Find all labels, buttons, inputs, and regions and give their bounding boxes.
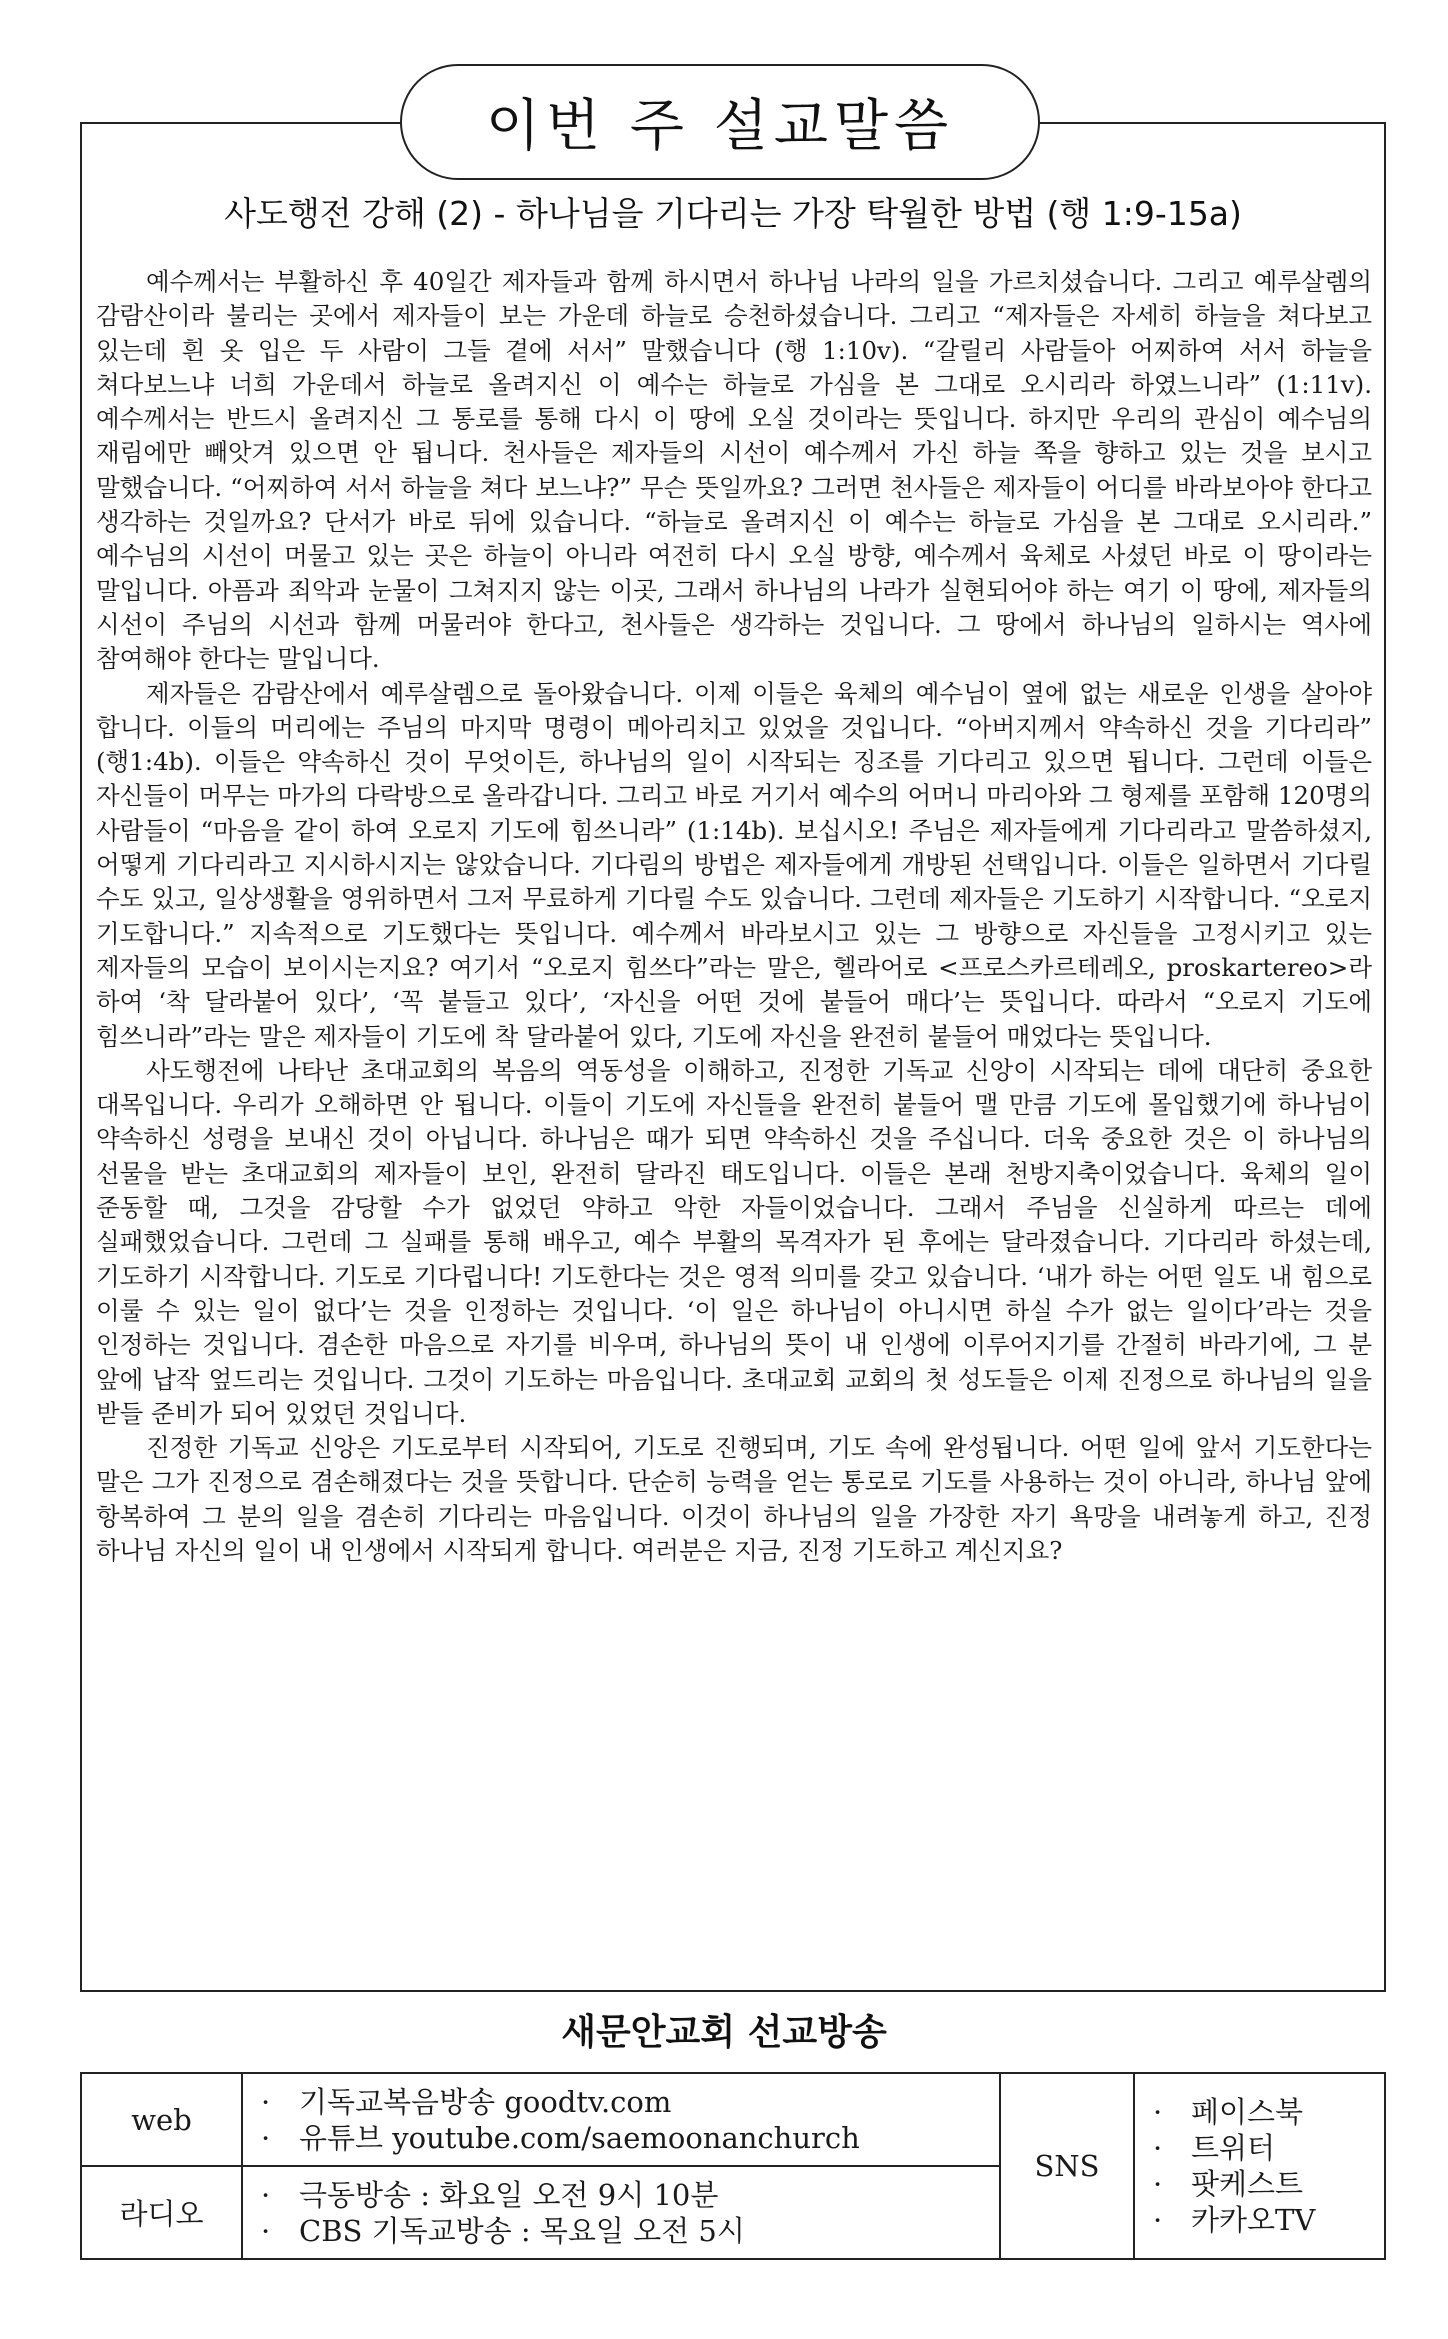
- sns-item-twitter: 트위터: [1191, 2131, 1276, 2165]
- web-label: web: [81, 2073, 242, 2166]
- sns-items: [1134, 2073, 1385, 2259]
- broadcast-table: [80, 2072, 1386, 2260]
- paragraph: 진정한 기독교 신앙은 기도로부터 시작되어, 기도로 진행되며, 기도 속에 완성됩니다. 어떤 일에 앞서 기도한다는 말은 그가 진정으로 겸손해졌다는 것을 뜻합니다. 단순히 능력을 얻는 통로로 기도를 사용하는 것이 아니라, 하나님 앞에 항복하여 그 분의 일을 겸손히 기다리는 마음입니다. 이것이 하나님의 일을 가장한 자기 욕망을 내려놓게 하고, 진정 하나님 자신의 일이 내 인생에서 시작되게 합니다. 여러분은 지금, 진정 기도하고 계신지요?: [96, 1433, 1372, 1565]
- header-title-tab: [400, 64, 1040, 180]
- web-item-youtube: 유튜브 youtube.com/saemoonanchurch: [299, 2120, 860, 2155]
- list-item: [1153, 2094, 1366, 2130]
- bullet: ·: [261, 2120, 271, 2155]
- bullet: ·: [1153, 2131, 1163, 2165]
- bullet: ·: [261, 2084, 271, 2119]
- radio-label: 라디오: [81, 2166, 242, 2259]
- radio-item-cbs: CBS 기독교방송 : 목요일 오전 5시: [299, 2213, 745, 2248]
- radio-items: [242, 2166, 1000, 2259]
- paragraph: 예수께서는 부활하신 후 40일간 제자들과 함께 하시면서 하나님 나라의 일을 가르치셨습니다. 그리고 예루살렘의 감람산이라 불리는 곳에서 제자들이 보는 가운데 하늘로 승천하셨습니다. 그리고 “제자들은 자세히 하늘을 쳐다보고 있는데 흰 옷 입은 두 사람이 그들 곁에 서서” 말했습니다 (행 1:10v). “갈릴리 사람들아 어찌하여 서서 하늘을 쳐다보느냐 너희 가운데서 하늘로 올려지신 이 예수는 하늘로 가심을 본 그대로 오시리라 하였느니라” (1:11v). 예수께서는 반드시 올려지신 그 통로를 통해 다시 이 땅에 오실 것이라는 뜻입니다. 하지만 우리의 관심이 예수님의 재림에만 빼앗겨 있으면 안 됩니다. 천사들은 제자들의 시선이 예수께서 가신 하늘 쪽을 향하고 있는 것을 보시고 말했습니다. “어찌하여 서서 하늘을 쳐다 보느냐?” 무슨 뜻일까요? 그러면 천사들은 제자들이 어디를 바라보아야 한다고 생각하는 것일까요? 단서가 바로 뒤에 있습니다. “하늘로 올려지신 이 예수는 하늘로 가심을 본 그대로 오시리라.” 예수님의 시선이 머물고 있는 곳은 하늘이 아니라 여전히 다시 오실 방향, 예수께서 육체로 사셨던 바로 이 땅이라는 말입니다. 아픔과 죄악과 눈물이 그쳐지지 않는 이곳, 그래서 하나님의 나라가 실현되어야 하는 여기 이 땅에, 제자들의 시선이 주님의 시선과 함께 머물러야 한다고, 천사들은 생각하는 것입니다. 그 땅에서 하나님의 일하시는 역사에 참여해야 한다는 말입니다.: [96, 267, 1372, 674]
- sns-item-facebook: 페이스북: [1191, 2095, 1304, 2129]
- list-item: [261, 2120, 981, 2156]
- radio-item-febc: 극동방송 : 화요일 오전 9시 10분: [299, 2177, 719, 2212]
- bullet: ·: [261, 2213, 271, 2248]
- bullet: ·: [1153, 2167, 1163, 2201]
- sns-item-kakaotv: 카카오TV: [1191, 2203, 1316, 2237]
- paragraph: 사도행전에 나타난 초대교회의 복음의 역동성을 이해하고, 진정한 기독교 신앙이 시작되는 데에 대단히 중요한 대목입니다. 우리가 오해하면 안 됩니다. 이들이 기도에 자신들을 완전히 붙들어 맬 만큼 기도에 몰입했기에 하나님이 약속하신 성령을 보내신 것이 아닙니다. 하나님은 때가 되면 약속하신 것을 주십니다. 더욱 중요한 것은 이 하나님의 선물을 받는 초대교회의 제자들이 보인, 완전히 달라진 태도입니다. 이들은 본래 천방지축이었습니다. 육체의 일이 준동할 때, 그것을 감당할 수가 없었던 약하고 악한 자들이었습니다. 그래서 주님을 신실하게 따르는 데에 실패했었습니다. 그런데 그 실패를 통해 배우고, 예수 부활의 목격자가 된 후에는 달라졌습니다. 기다리라 하셨는데, 기도하기 시작합니다. 기도로 기다립니다! 기도한다는 것은 영적 의미를 갖고 있습니다. ‘내가 하는 어떤 일도 내 힘으로 이룰 수 있는 일이 없다’는 것을 인정하는 것입니다. ‘이 일은 하나님이 아니시면 하실 수가 없는 일이다’라는 것을 인정하는 것입니다. 겸손한 마음으로 자기를 비우며, 하나님의 뜻이 내 인생에 이루어지기를 간절히 바라기에, 그 분 앞에 납작 엎드리는 것입니다. 그것이 기도하는 마음입니다. 초대교회 교회의 첫 성도들은 이제 진정으로 하나님의 일을 받들 준비가 되어 있었던 것입니다.: [96, 1055, 1372, 1428]
- page-title: 이번 주 설교말씀: [485, 94, 955, 159]
- bullet: ·: [1153, 2095, 1163, 2129]
- web-items: [242, 2073, 1000, 2166]
- bullet: ·: [1153, 2203, 1163, 2237]
- paragraph: 제자들은 감람산에서 예루살렘으로 돌아왔습니다. 이제 이들은 육체의 예수님이 옆에 없는 새로운 인생을 살아야 합니다. 이들의 머리에는 주님의 마지막 명령이 메아리치고 있었을 것입니다. “아버지께서 약속하신 것을 기다리라” (행1:4b). 이들은 약속하신 것이 무엇이든, 하나님의 일이 시작되는 징조를 기다리고 있으면 됩니다. 그런데 이들은 자신들이 머무는 마가의 다락방으로 올라갑니다. 그리고 바로 거기서 예수의 어머니 마리아와 그 형제를 포함해 120명의 사람들이 “마음을 같이 하여 오로지 기도에 힘쓰니라” (1:14b). 보십시오! 주님은 제자들에게 기다리라고 말씀하셨지, 어떻게 기다리라고 지시하시지는 않았습니다. 기다림의 방법은 제자들에게 개방된 선택입니다. 이들은 일하면서 기다릴 수도 있고, 일상생활을 영위하면서 그저 무료하게 기다릴 수도 있습니다. 그런데 제자들은 기도하기 시작합니다. “오로지 기도합니다.” 지속적으로 기도했다는 뜻입니다. 예수께서 바라보시고 있는 그 방향으로 자신들을 고정시키고 있는 제자들의 모습이 보이시는지요? 여기서 “오로지 힘쓰다”라는 말은, 헬라어로 <프로스카르테레오, proskartereo>라 하여 ‘착 달라붙어 있다’, ‘꼭 붙들고 있다’, ‘자신을 어떤 것에 붙들어 매다’는 뜻입니다. 따라서 “오로지 기도에 힘쓰니라”라는 말은 제자들이 기도에 착 달라붙어 있다, 기도에 자신을 완전히 붙들어 매었다는 뜻입니다.: [96, 678, 1372, 1051]
- bullet: ·: [261, 2177, 271, 2212]
- sns-label: SNS: [1000, 2073, 1134, 2259]
- list-item: [1153, 2202, 1366, 2238]
- broadcast-title: 새문안교회 선교방송: [561, 2012, 887, 2053]
- list-item: [261, 2177, 981, 2213]
- list-item: [1153, 2130, 1366, 2166]
- list-item: [261, 2213, 981, 2249]
- sermon-body: [96, 265, 1372, 1568]
- list-item: [1153, 2166, 1366, 2202]
- web-item-goodtv: 기독교복음방송 goodtv.com: [299, 2084, 672, 2119]
- sermon-title: 사도행전 강해 (2) - 하나님을 기다리는 가장 탁월한 방법 (행 1:9-15a): [224, 194, 1242, 233]
- list-item: [261, 2084, 981, 2120]
- sns-item-podcast: 팟케스트: [1191, 2167, 1304, 2201]
